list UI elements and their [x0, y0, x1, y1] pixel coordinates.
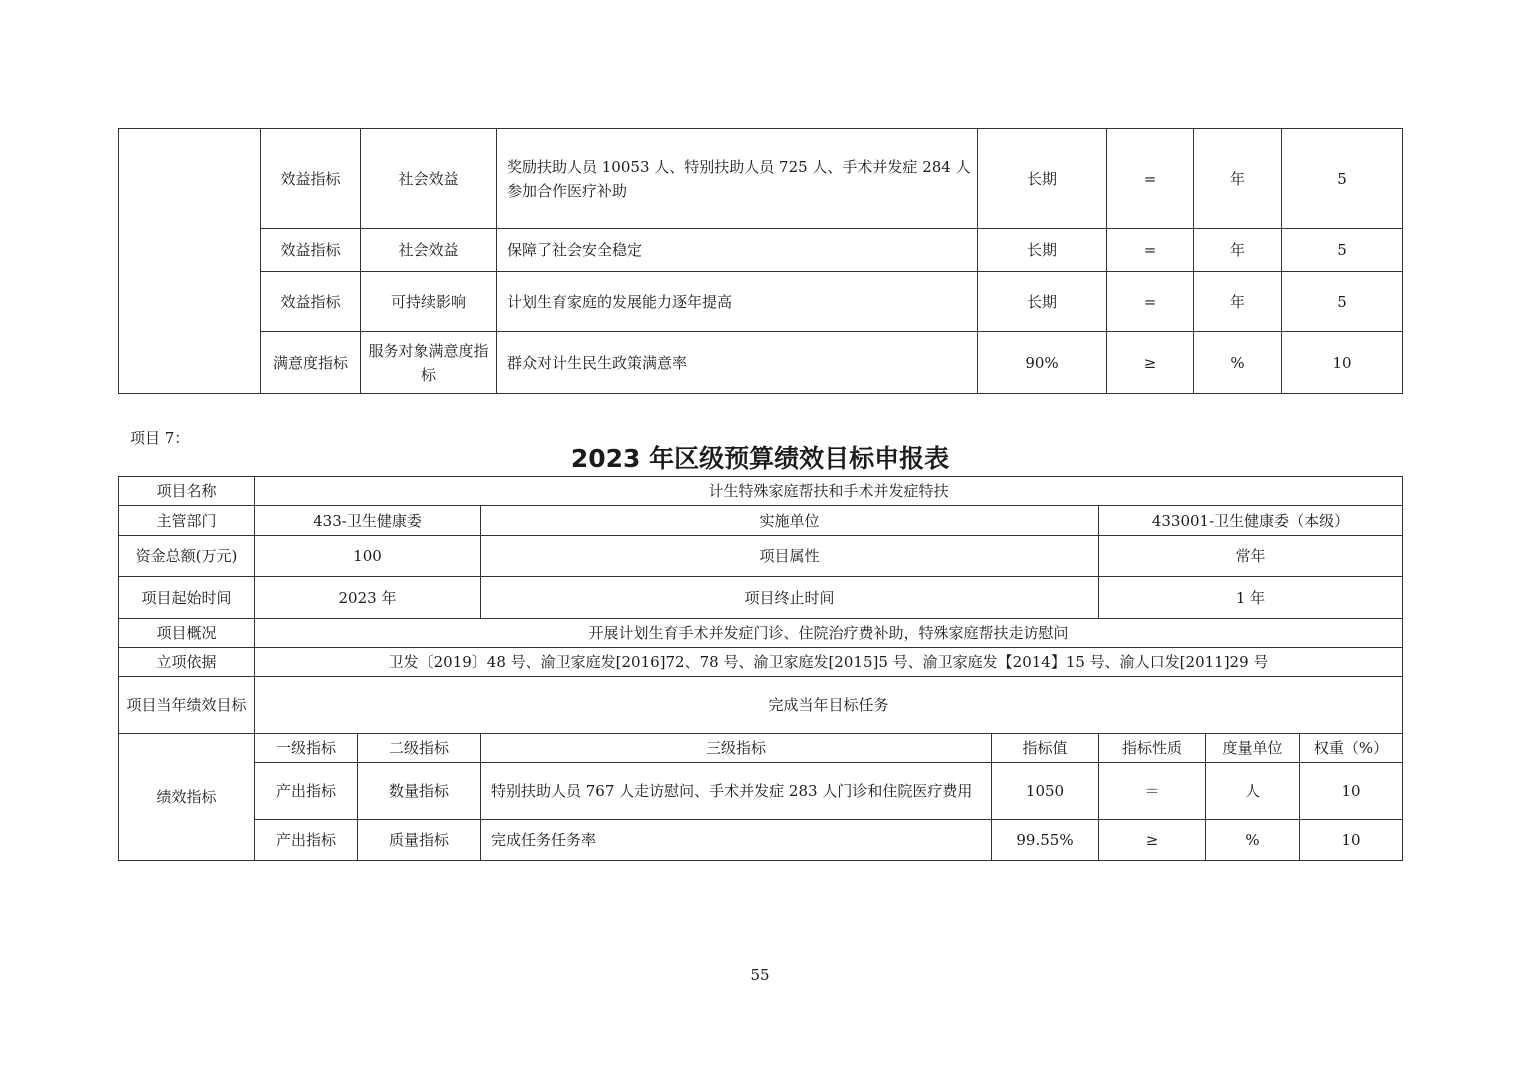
- indicator-value: 长期: [978, 129, 1107, 229]
- weight: 5: [1282, 129, 1403, 229]
- goal-label: 项目当年绩效目标: [119, 677, 255, 734]
- basis-label: 立项依据: [119, 648, 255, 677]
- level3-indicator: 保障了社会安全稳定: [497, 229, 978, 272]
- table-row: [119, 332, 1403, 394]
- weight: 10: [1300, 763, 1403, 820]
- table-row: [119, 648, 1403, 677]
- indicator-nature: =: [1107, 129, 1194, 229]
- column-header: 指标性质: [1099, 734, 1206, 763]
- page-title: 2023 年区级预算绩效目标申报表: [570, 444, 950, 473]
- indicator-nature: ≥: [1107, 332, 1194, 394]
- level3-indicator: 特别扶助人员 767 人走访慰问、手术并发症 283 人门诊和住院医疗费用: [481, 763, 992, 820]
- level3-indicator: 奖励扶助人员 10053 人、特别扶助人员 725 人、手术并发症 284 人参加合作医疗补助: [497, 129, 978, 229]
- weight: 5: [1282, 272, 1403, 332]
- table-row: [119, 536, 1403, 577]
- level2-indicator: 可持续影响: [361, 272, 497, 332]
- end-value: 1 年: [1099, 577, 1403, 619]
- indicator-nature: ≥: [1099, 820, 1206, 861]
- level2-indicator: 服务对象满意度指标: [361, 332, 497, 394]
- table-row: [119, 763, 1403, 820]
- weight: 10: [1300, 820, 1403, 861]
- table-row: [119, 506, 1403, 536]
- table-header-row: [119, 734, 1403, 763]
- overview-label: 项目概况: [119, 619, 255, 648]
- table-row: [119, 129, 1403, 229]
- indicator-value: 长期: [978, 229, 1107, 272]
- column-header: 权重（%）: [1300, 734, 1403, 763]
- level1-indicator: 效益指标: [261, 272, 361, 332]
- measure-unit: 年: [1194, 272, 1282, 332]
- measure-unit: %: [1194, 332, 1282, 394]
- table-row: [119, 820, 1403, 861]
- table-row: [119, 477, 1403, 506]
- measure-unit: 年: [1194, 229, 1282, 272]
- indicator-value: 长期: [978, 272, 1107, 332]
- weight: 10: [1282, 332, 1403, 394]
- dept-value: 433-卫生健康委: [255, 506, 481, 536]
- weight: 5: [1282, 229, 1403, 272]
- indicator-value: 99.55%: [992, 820, 1099, 861]
- perf-label: 绩效指标: [119, 734, 255, 861]
- previous-indicator-table: [118, 128, 1403, 394]
- level1-indicator: 产出指标: [255, 820, 358, 861]
- level3-indicator: 计划生育家庭的发展能力逐年提高: [497, 272, 978, 332]
- table-row: [119, 577, 1403, 619]
- budget-target-table: [118, 476, 1403, 861]
- level1-indicator: 效益指标: [261, 229, 361, 272]
- funds-label: 资金总额(万元): [119, 536, 255, 577]
- project-name-value: 计生特殊家庭帮扶和手术并发症特扶: [255, 477, 1403, 506]
- page-number: 55: [750, 966, 770, 984]
- project-name-label: 项目名称: [119, 477, 255, 506]
- impl-label: 实施单位: [481, 506, 1099, 536]
- indicator-value: 1050: [992, 763, 1099, 820]
- indicator-nature: =: [1107, 229, 1194, 272]
- measure-unit: %: [1206, 820, 1300, 861]
- indicator-nature: =: [1107, 272, 1194, 332]
- level1-indicator: 效益指标: [261, 129, 361, 229]
- start-label: 项目起始时间: [119, 577, 255, 619]
- table-row: [119, 619, 1403, 648]
- level2-indicator: 社会效益: [361, 229, 497, 272]
- level2-indicator: 质量指标: [358, 820, 481, 861]
- indicator-nature: ＝: [1099, 763, 1206, 820]
- merged-empty-cell: [119, 129, 261, 394]
- level3-indicator: 完成任务任务率: [481, 820, 992, 861]
- level3-indicator: 群众对计生民生政策满意率: [497, 332, 978, 394]
- table-row: [119, 272, 1403, 332]
- measure-unit: 年: [1194, 129, 1282, 229]
- level2-indicator: 社会效益: [361, 129, 497, 229]
- column-header: 二级指标: [358, 734, 481, 763]
- table-row: [119, 677, 1403, 734]
- column-header: 一级指标: [255, 734, 358, 763]
- column-header: 三级指标: [481, 734, 992, 763]
- project-label: 项目 7：: [130, 429, 190, 447]
- indicator-value: 90%: [978, 332, 1107, 394]
- goal-value: 完成当年目标任务: [255, 677, 1403, 734]
- funds-value: 100: [255, 536, 481, 577]
- end-label: 项目终止时间: [481, 577, 1099, 619]
- level1-indicator: 满意度指标: [261, 332, 361, 394]
- level2-indicator: 数量指标: [358, 763, 481, 820]
- column-header: 度量单位: [1206, 734, 1300, 763]
- overview-value: 开展计划生育手术并发症门诊、住院治疗费补助，特殊家庭帮扶走访慰问: [255, 619, 1403, 648]
- level1-indicator: 产出指标: [255, 763, 358, 820]
- attr-value: 常年: [1099, 536, 1403, 577]
- column-header: 指标值: [992, 734, 1099, 763]
- table-row: [119, 229, 1403, 272]
- measure-unit: 人: [1206, 763, 1300, 820]
- dept-label: 主管部门: [119, 506, 255, 536]
- start-value: 2023 年: [255, 577, 481, 619]
- impl-value: 433001-卫生健康委（本级）: [1099, 506, 1403, 536]
- basis-value: 卫发〔2019〕48 号、渝卫家庭发[2016]72、78 号、渝卫家庭发[2015]5 号、渝卫家庭发【2014】15 号、渝人口发[2011]29 号: [255, 648, 1403, 677]
- attr-label: 项目属性: [481, 536, 1099, 577]
